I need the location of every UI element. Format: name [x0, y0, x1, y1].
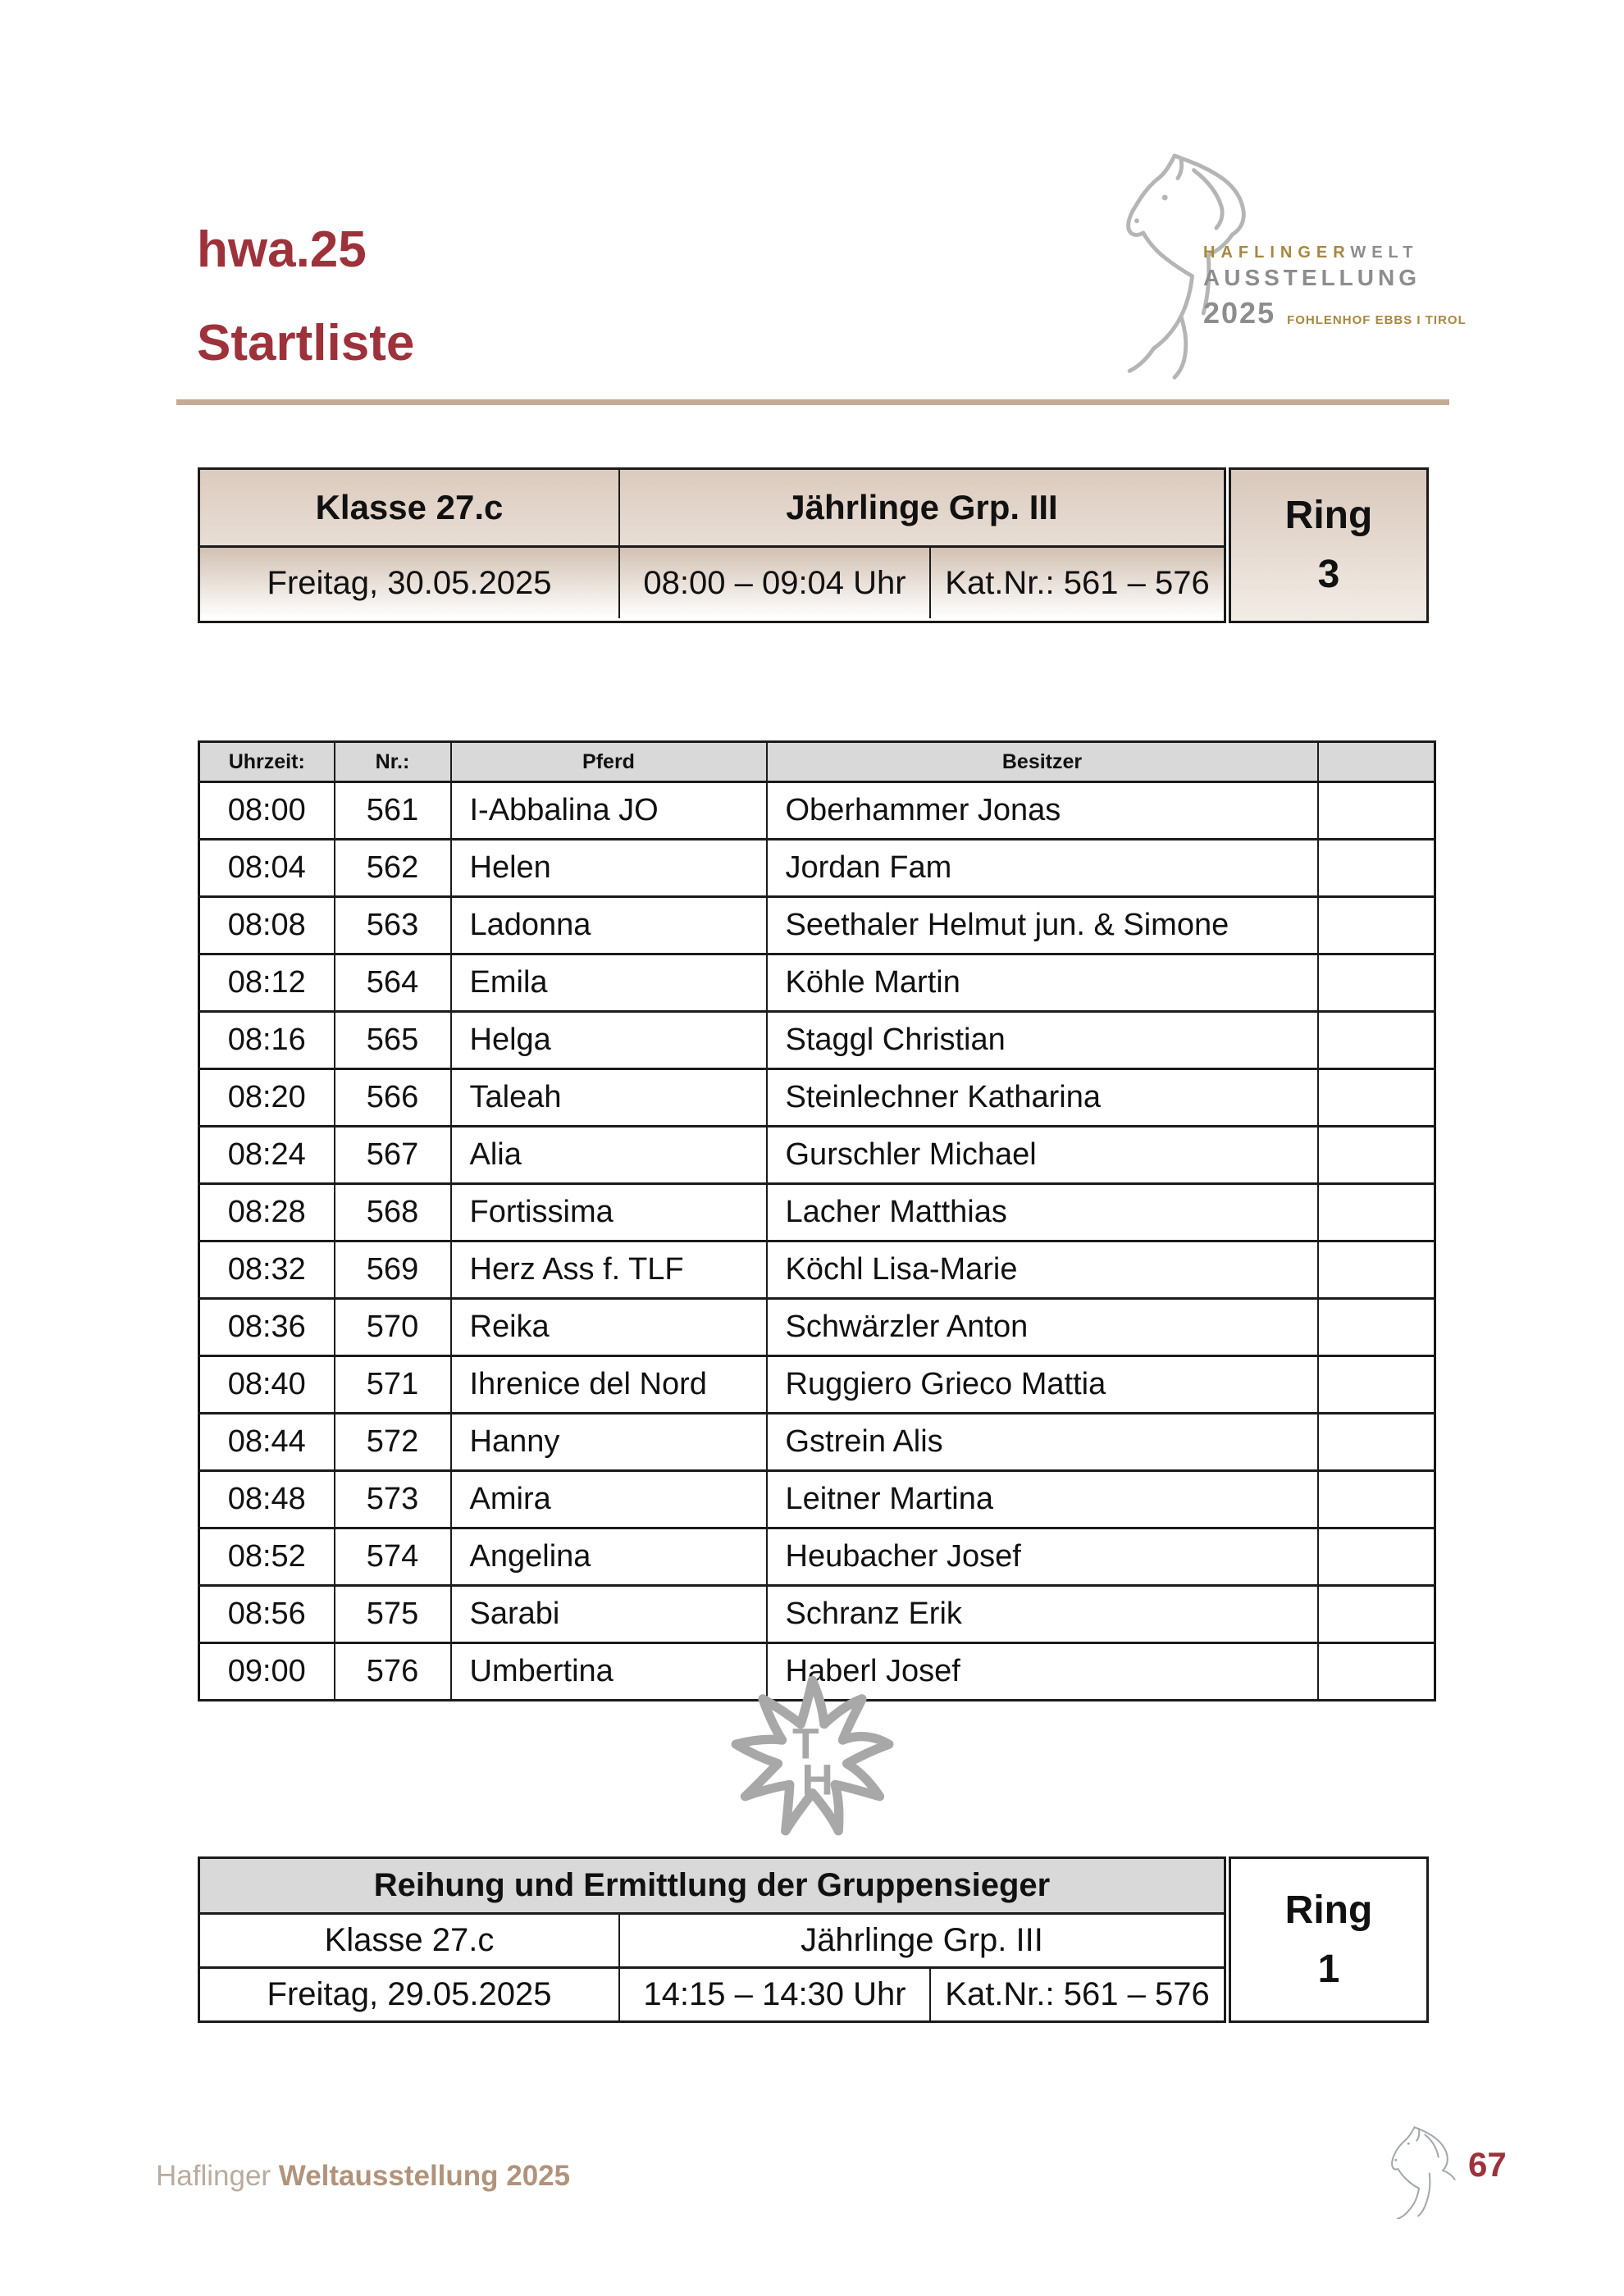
notes-cell: [1318, 1643, 1435, 1701]
owner-name-cell: Oberhammer Jonas: [767, 782, 1318, 840]
notes-cell: [1318, 897, 1435, 954]
owner-name-cell: Gstrein Alis: [767, 1414, 1318, 1471]
table-row: [199, 897, 1435, 954]
table-row: [199, 1299, 1435, 1356]
start-time-cell: 08:32: [199, 1241, 335, 1299]
ranking-catalog-range: Kat.Nr.: 561 – 576: [929, 1969, 1224, 2020]
table-row: [199, 840, 1435, 897]
owner-name-cell: Schranz Erik: [767, 1586, 1318, 1643]
horse-name-cell: Emila: [451, 954, 767, 1012]
notes-cell: [1318, 782, 1435, 840]
ranking-time-range: 14:15 – 14:30 Uhr: [618, 1969, 929, 2020]
notes-cell: [1318, 1356, 1435, 1414]
horse-name-cell: Hanny: [451, 1414, 767, 1471]
start-time-cell: 08:20: [199, 1069, 335, 1127]
session-date: Freitag, 30.05.2025: [267, 564, 552, 601]
table-row: [199, 1586, 1435, 1643]
hwa-logo-wordmark: [1203, 244, 1467, 330]
catalog-nr-cell: 568: [335, 1184, 451, 1241]
owner-name-cell: Gurschler Michael: [767, 1127, 1318, 1184]
catalog-nr-cell: 567: [335, 1127, 451, 1184]
svg-text:H: H: [801, 1756, 833, 1805]
notes-cell: [1318, 840, 1435, 897]
haflinger-sun-emblem-icon: [728, 1671, 896, 1843]
session-class-label: Klasse 27.c: [315, 488, 504, 526]
footer-brand-light: Haflinger: [156, 2160, 279, 2192]
session-catalog-range: Kat.Nr.: 561 – 576: [929, 548, 1224, 618]
notes-cell: [1318, 1299, 1435, 1356]
table-row: [199, 1241, 1435, 1299]
start-time-cell: 08:00: [199, 782, 335, 840]
start-time-cell: 08:24: [199, 1127, 335, 1184]
start-time-cell: 08:56: [199, 1586, 335, 1643]
table-row: [199, 1184, 1435, 1241]
catalog-nr-cell: 563: [335, 897, 451, 954]
owner-name-cell: Schwärzler Anton: [767, 1299, 1318, 1356]
ranking-card: [198, 1856, 1226, 2023]
session-time-range: 08:00 – 09:04 Uhr: [618, 548, 929, 618]
catalog-nr-cell: 564: [335, 954, 451, 1012]
start-time-cell: 08:36: [199, 1299, 335, 1356]
col-header-horse: Pferd: [451, 742, 767, 782]
start-time-cell: 08:04: [199, 840, 335, 897]
horse-name-cell: Fortissima: [451, 1184, 767, 1241]
owner-name-cell: Seethaler Helmut jun. & Simone: [767, 897, 1318, 954]
page-title: [197, 203, 414, 390]
col-header-nr: Nr.:: [335, 742, 451, 782]
col-header-owner: Besitzer: [767, 742, 1318, 782]
horse-name-cell: Umbertina: [451, 1643, 767, 1701]
start-time-cell: 08:44: [199, 1414, 335, 1471]
footer-brand-bold: Weltausstellung 2025: [278, 2160, 571, 2192]
notes-cell: [1318, 1127, 1435, 1184]
notes-cell: [1318, 1069, 1435, 1127]
horse-name-cell: Ladonna: [451, 897, 767, 954]
table-row: [199, 782, 1435, 840]
horse-name-cell: Helen: [451, 840, 767, 897]
svg-text:T: T: [792, 1720, 819, 1769]
owner-name-cell: Köhle Martin: [767, 954, 1318, 1012]
table-row: [199, 954, 1435, 1012]
logo-location-text: FOHLENHOF EBBS I TIROL: [1287, 313, 1467, 327]
col-header-time: Uhrzeit:: [199, 742, 335, 782]
notes-cell: [1318, 1184, 1435, 1241]
ranking-group-label: Jährlinge Grp. III: [618, 1915, 1224, 1966]
start-time-cell: 09:00: [199, 1643, 335, 1701]
ring-number: 3: [1317, 553, 1340, 596]
col-header-notes: [1318, 742, 1435, 782]
owner-name-cell: Steinlechner Katharina: [767, 1069, 1318, 1127]
horse-name-cell: Helga: [451, 1012, 767, 1069]
logo-year-text: 2025: [1203, 296, 1276, 330]
owner-name-cell: Heubacher Josef: [767, 1528, 1318, 1586]
catalog-nr-cell: 561: [335, 782, 451, 840]
catalog-nr-cell: 570: [335, 1299, 451, 1356]
startlist-table: [198, 740, 1436, 1702]
horse-name-cell: Sarabi: [451, 1586, 767, 1643]
table-row: [199, 1069, 1435, 1127]
start-time-cell: 08:52: [199, 1528, 335, 1586]
catalog-nr-cell: 572: [335, 1414, 451, 1471]
start-time-cell: 08:12: [199, 954, 335, 1012]
catalog-nr-cell: 576: [335, 1643, 451, 1701]
horse-name-cell: Ihrenice del Nord: [451, 1356, 767, 1414]
notes-cell: [1318, 1471, 1435, 1528]
ring-badge-bottom: [1229, 1856, 1429, 2023]
page-title-line2: Startliste: [197, 315, 415, 372]
horse-name-cell: Reika: [451, 1299, 767, 1356]
owner-name-cell: Köchl Lisa-Marie: [767, 1241, 1318, 1299]
ring-label: Ring: [1284, 494, 1373, 537]
notes-cell: [1318, 1586, 1435, 1643]
owner-name-cell: Staggl Christian: [767, 1012, 1318, 1069]
start-time-cell: 08:48: [199, 1471, 335, 1528]
table-row: [199, 1414, 1435, 1471]
horse-name-cell: I-Abbalina JO: [451, 782, 767, 840]
ring-badge-top: [1229, 467, 1429, 623]
horse-name-cell: Herz Ass f. TLF: [451, 1241, 767, 1299]
notes-cell: [1318, 954, 1435, 1012]
catalog-nr-cell: 565: [335, 1012, 451, 1069]
owner-name-cell: Jordan Fam: [767, 840, 1318, 897]
owner-name-cell: Leitner Martina: [767, 1471, 1318, 1528]
start-time-cell: 08:08: [199, 897, 335, 954]
ranking-class-label: Klasse 27.c: [324, 1922, 495, 1958]
session-group-label: Jährlinge Grp. III: [618, 470, 1224, 545]
catalog-nr-cell: 566: [335, 1069, 451, 1127]
footer-horse-icon: [1386, 2121, 1468, 2223]
horse-name-cell: Angelina: [451, 1528, 767, 1586]
ring-label: Ring: [1284, 1888, 1373, 1932]
owner-name-cell: Lacher Matthias: [767, 1184, 1318, 1241]
start-time-cell: 08:40: [199, 1356, 335, 1414]
session-header-card: [198, 467, 1226, 623]
page-title-line1: hwa.25: [197, 221, 367, 278]
logo-welt-text: WELT: [1350, 244, 1419, 262]
horse-name-cell: Amira: [451, 1471, 767, 1528]
owner-name-cell: Ruggiero Grieco Mattia: [767, 1356, 1318, 1414]
logo-ausstellung-text: AUSSTELLUNG: [1203, 265, 1421, 290]
table-row: [199, 1528, 1435, 1586]
logo-line1: [1203, 244, 1449, 262]
start-time-cell: 08:16: [199, 1012, 335, 1069]
startlist-header-row: [199, 742, 1435, 782]
table-row: [199, 1356, 1435, 1414]
table-row: [199, 1127, 1435, 1184]
owner-name-cell: Haberl Josef: [767, 1643, 1318, 1701]
notes-cell: [1318, 1528, 1435, 1586]
page-number: 67: [1468, 2145, 1507, 2184]
horse-name-cell: Taleah: [451, 1069, 767, 1127]
start-time-cell: 08:28: [199, 1184, 335, 1241]
table-row: [199, 1012, 1435, 1069]
table-row: [199, 1471, 1435, 1528]
catalog-nr-cell: 574: [335, 1528, 451, 1586]
notes-cell: [1318, 1241, 1435, 1299]
ring-number: 1: [1317, 1947, 1340, 1991]
catalog-nr-cell: 562: [335, 840, 451, 897]
catalog-nr-cell: 571: [335, 1356, 451, 1414]
ranking-date: Freitag, 29.05.2025: [267, 1976, 552, 2012]
catalog-nr-cell: 573: [335, 1471, 451, 1528]
notes-cell: [1318, 1414, 1435, 1471]
logo-haflinger-text: HAFLINGER: [1203, 244, 1351, 262]
horse-name-cell: Alia: [451, 1127, 767, 1184]
ranking-title: Reihung und Ermittlung der Gruppensieger: [373, 1867, 1051, 1903]
notes-cell: [1318, 1012, 1435, 1069]
footer-brand: [156, 2160, 570, 2193]
catalog-nr-cell: 575: [335, 1586, 451, 1643]
catalog-nr-cell: 569: [335, 1241, 451, 1299]
